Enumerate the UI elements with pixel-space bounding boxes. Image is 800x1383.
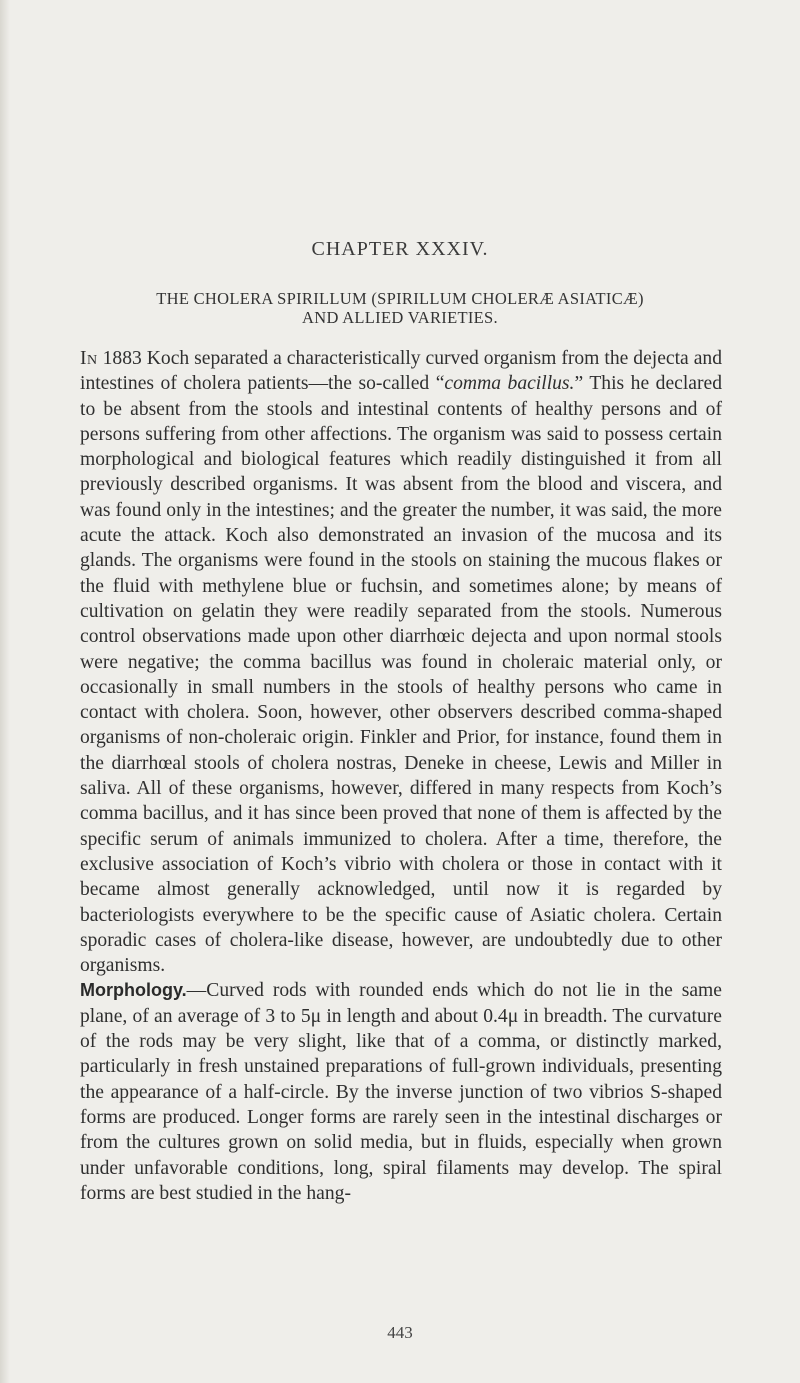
morphology-heading: Morphology. <box>80 980 187 1001</box>
paragraph-intro-italic: comma bacillus. <box>444 373 575 395</box>
chapter-title-line-1: THE CHOLERA SPIRILLUM (SPIRILLUM CHOLERÆ ASIATICÆ) <box>156 289 644 308</box>
paragraph-intro-text-a: 1883 Koch separated a characteristically curved organism from the dejecta and intestines of cholera patients—the so-called “ <box>80 348 722 395</box>
body-text <box>80 346 722 1206</box>
page-edge-shadow <box>0 0 10 1383</box>
paragraph-intro-text-b: ” This he declared to be absent from the stools and intestinal contents of healthy persons and of persons suffering from other affections. The organism was said to possess certain morphological and biological features which readily distinguished it from all previously described organisms. It was absent from the blood and viscera, and was found only in the intestines; and the greater the number, it was said, the more acute the attack. Koch also demonstrated an invasion of the mucosa and its glands. The organisms were found in the stools on staining the mucous flakes or the fluid with methylene blue or fuchsin, and sometimes alone; by means of cultivation on gelatin they were readily separated from the stools. Numerous control observations made upon other diarrhœic dejecta and upon normal stools were negative; the comma bacillus was found in choleraic material only, or occasionally in small numbers in the stools of healthy persons who came in contact with cholera. Soon, however, other observers described comma-shaped organisms of non-choleraic origin. Finkler and Prior, for instance, found them in the diarrhœal stools of cholera nostras, Deneke in cheese, Lewis and Miller in saliva. All of these organisms, however, differed in many respects from Koch’s comma bacillus, and it has since been proved that none of them is affected by the specific serum of animals immunized to cholera. After a time, therefore, the exclusive association of Koch’s vibrio with cholera or those in contact with it became almost generally acknowledged, until now it is regarded by bacteriologists everywhere to be the specific cause of Asiatic cholera. Certain sporadic cases of cholera-like disease, however, are undoubtedly due to other organisms. <box>80 373 723 977</box>
paragraph-morphology <box>80 978 722 1206</box>
morphology-text: —Curved rods with rounded ends which do not lie in the same plane, of an average of 3 to 5μ in length and about 0.4μ in breadth. The curvature of the rods may be very slight, like that of a comma, or distinctly marked, particularly in fresh unstained preparations of full-grown individuals, presenting the appearance of a half-circle. By the inverse junction of two vibrios S-shaped forms are produced. Longer forms are rarely seen in the intestinal discharges or from the cultures grown on solid media, but in fluids, especially when grown under unfavorable conditions, long, spiral filaments may develop. The spiral forms are best studied in the hang- <box>80 980 722 1204</box>
chapter-title-line-2: AND ALLIED VARIETIES. <box>302 308 498 327</box>
chapter-heading: CHAPTER XXXIV. <box>311 238 489 260</box>
chapter-title <box>90 289 710 327</box>
page-number: 443 <box>387 1323 413 1342</box>
paragraph-lead-word: In <box>80 348 98 369</box>
paragraph-intro <box>80 346 722 978</box>
